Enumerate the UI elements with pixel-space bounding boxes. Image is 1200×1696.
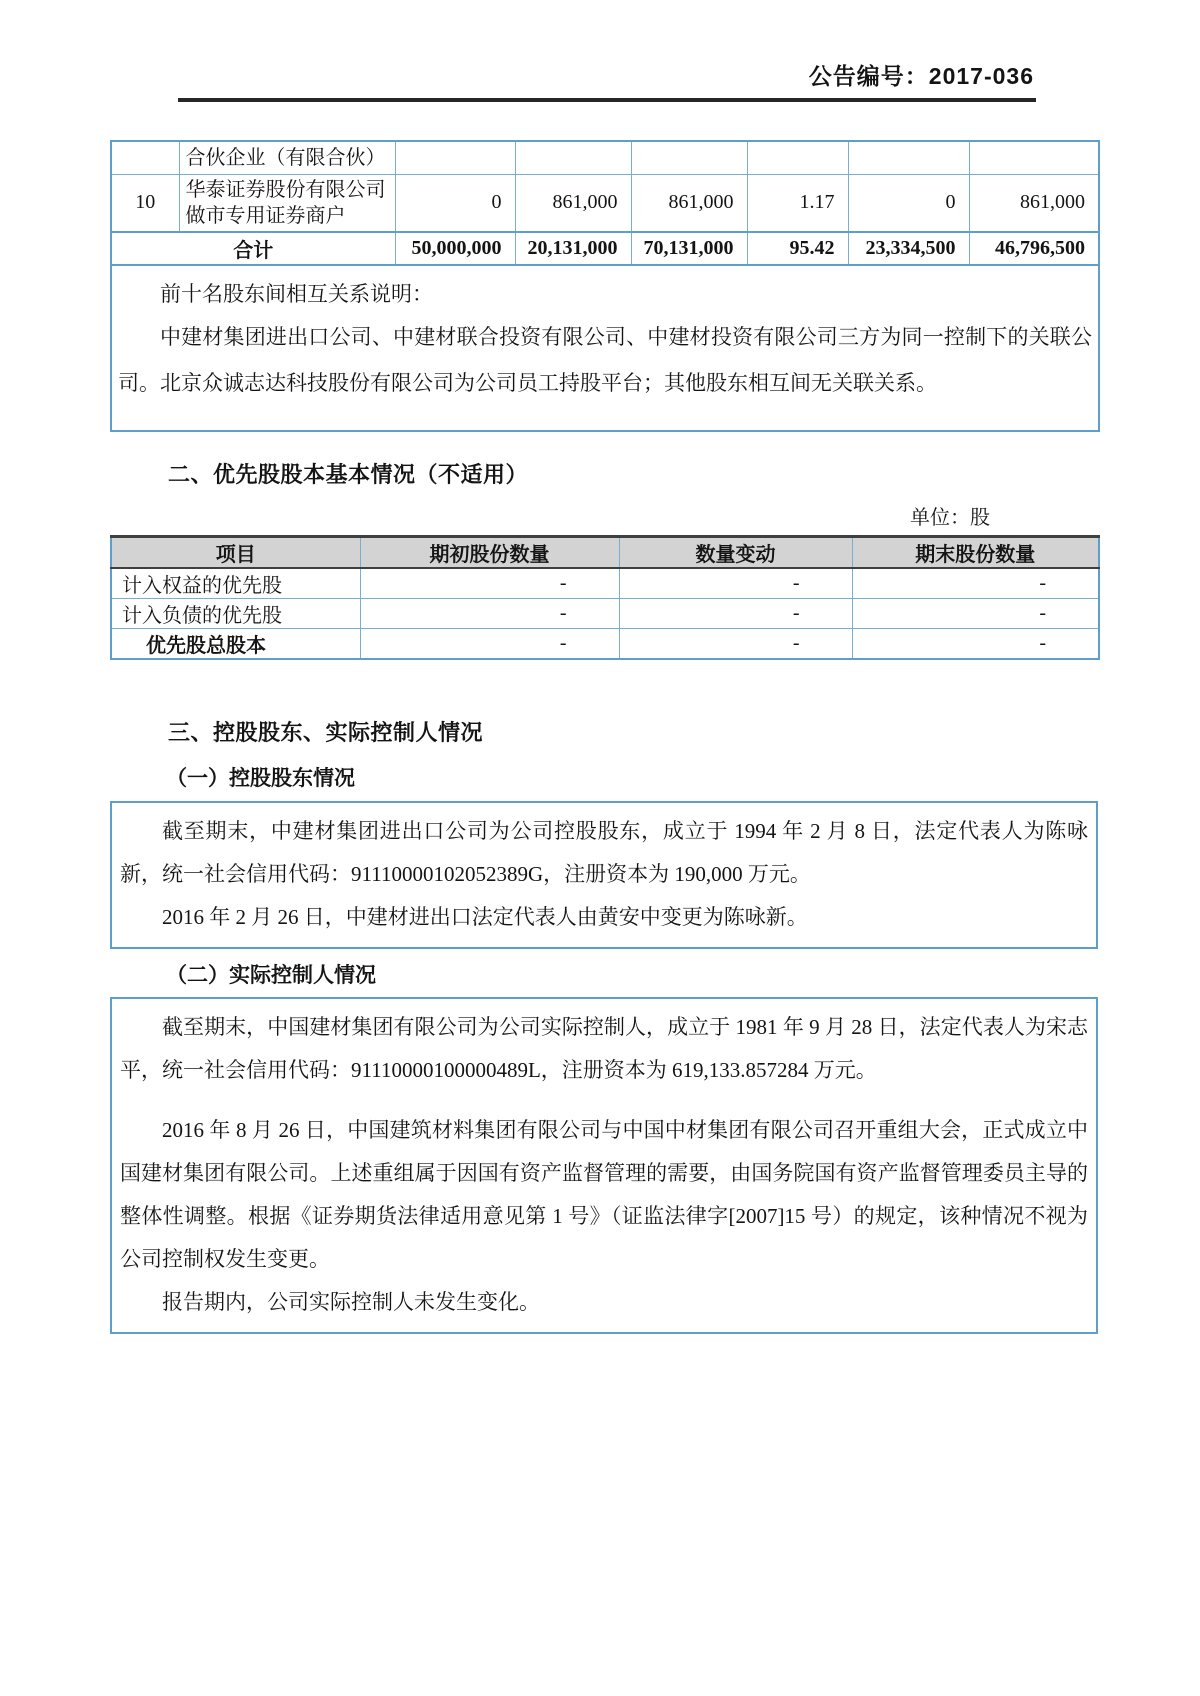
section-3-2-title: （二）实际控制人情况 — [166, 962, 376, 987]
shareholder-name-cell — [179, 174, 395, 232]
document-content — [110, 140, 1098, 1334]
value-cell: - — [619, 568, 852, 599]
empty-cell — [747, 141, 848, 174]
value-cell: 861,000 — [515, 174, 631, 232]
item-label-cell: 计入权益的优先股 — [111, 568, 360, 599]
total-value-cell: 20,131,000 — [515, 232, 631, 265]
header-rule — [178, 98, 1036, 102]
table-row-total — [111, 628, 1099, 659]
value-cell: - — [360, 628, 619, 659]
total-label-cell: 合计 — [111, 232, 395, 265]
table-row — [111, 174, 1099, 232]
paragraph: 截至期末，中建材集团进出口公司为公司控股股东，成立于 1994 年 2 月 8 日，法定代表人为陈咏新，统一社会信用代码：91110000102052389G，注册资本为 190,000 万元。 — [120, 818, 1088, 886]
preferred-header-row — [111, 536, 1099, 568]
doc-number: 公告编号：2017-036 — [808, 63, 1034, 89]
value-cell: 0 — [848, 174, 969, 232]
value-cell: 861,000 — [969, 174, 1099, 232]
shareholder-name-line1: 华泰证券股份有限公司 — [185, 178, 386, 201]
paragraph: 截至期末，中国建材集团有限公司为公司实际控制人，成立于 1981 年 9 月 28 日，法定代表人为宋志平，统一社会信用代码：91110000100000489L，注册资本为 619,133.857284 万元。 — [120, 1014, 1088, 1082]
shareholder-name-cell: 合伙企业（有限合伙） — [179, 141, 395, 174]
item-label-cell: 计入负债的优先股 — [111, 598, 360, 628]
total-value-cell: 95.42 — [747, 232, 848, 265]
paragraph: 报告期内，公司实际控制人未发生变化。 — [162, 1289, 540, 1314]
section-3-1-title: （一）控股股东情况 — [166, 765, 355, 790]
note-title: 前十名股东间相互关系说明： — [160, 281, 433, 306]
value-cell: - — [852, 568, 1099, 599]
value-cell: 0 — [395, 174, 515, 232]
empty-cell — [969, 141, 1099, 174]
total-value-cell: 46,796,500 — [969, 232, 1099, 265]
shareholder-name-line2: 做市专用证券商户 — [185, 204, 346, 227]
total-value-cell: 23,334,500 — [848, 232, 969, 265]
table-row — [111, 568, 1099, 599]
empty-cell — [631, 141, 747, 174]
value-cell: 861,000 — [631, 174, 747, 232]
section-3-title: 三、控股股东、实际控制人情况 — [168, 719, 484, 745]
value-cell: - — [360, 568, 619, 599]
relationship-note-cell — [111, 265, 1099, 431]
empty-cell — [848, 141, 969, 174]
total-value-cell: 50,000,000 — [395, 232, 515, 265]
row-index-cell: 10 — [111, 174, 179, 232]
paragraph: 2016 年 2 月 26 日，中建材进出口法定代表人由黄安中变更为陈咏新。 — [162, 904, 808, 929]
paragraph: 2016 年 8 月 26 日，中国建筑材料集团有限公司与中国中材集团有限公司召开重组大会，正式成立中国建材集团有限公司。上述重组属于因国有资产监督管理的需要，由国务院国有资产监督管理委员主导的整体性调整。根据《证券期货法律适用意见第 1 号》（证监法律字[2007]15 号）的规定，该种情况不视为公司控制权发生变更。 — [120, 1117, 1088, 1271]
controlling-shareholder-box — [110, 801, 1098, 949]
value-cell: - — [360, 598, 619, 628]
total-row — [111, 232, 1099, 265]
column-header: 期初股份数量 — [360, 536, 619, 568]
value-cell: - — [852, 628, 1099, 659]
value-cell: - — [619, 628, 852, 659]
total-value-cell: 70,131,000 — [631, 232, 747, 265]
value-cell: - — [619, 598, 852, 628]
value-cell: - — [852, 598, 1099, 628]
column-header: 项目 — [111, 536, 360, 568]
table-row — [111, 598, 1099, 628]
unit-label: 单位：股 — [910, 506, 990, 529]
shareholders-table — [110, 140, 1100, 432]
value-cell: 1.17 — [747, 174, 848, 232]
note-body: 中建材集团进出口公司、中建材联合投资有限公司、中建材投资有限公司三方为同一控制下的关联公司。北京众诚志达科技股份有限公司为公司员工持股平台；其他股东相互间无关联关系。 — [118, 324, 1092, 395]
empty-cell — [515, 141, 631, 174]
doc-header — [0, 0, 1200, 91]
row-index-cell — [111, 141, 179, 174]
item-label-cell: 优先股总股本 — [111, 628, 360, 659]
column-header: 数量变动 — [619, 536, 852, 568]
relationship-note-row — [111, 265, 1099, 431]
column-header: 期末股份数量 — [852, 536, 1099, 568]
actual-controller-box — [110, 997, 1098, 1334]
empty-cell — [395, 141, 515, 174]
preferred-shares-table — [110, 535, 1100, 660]
table-row-partial — [111, 141, 1099, 174]
section-2-title: 二、优先股股本基本情况（不适用） — [168, 461, 529, 487]
